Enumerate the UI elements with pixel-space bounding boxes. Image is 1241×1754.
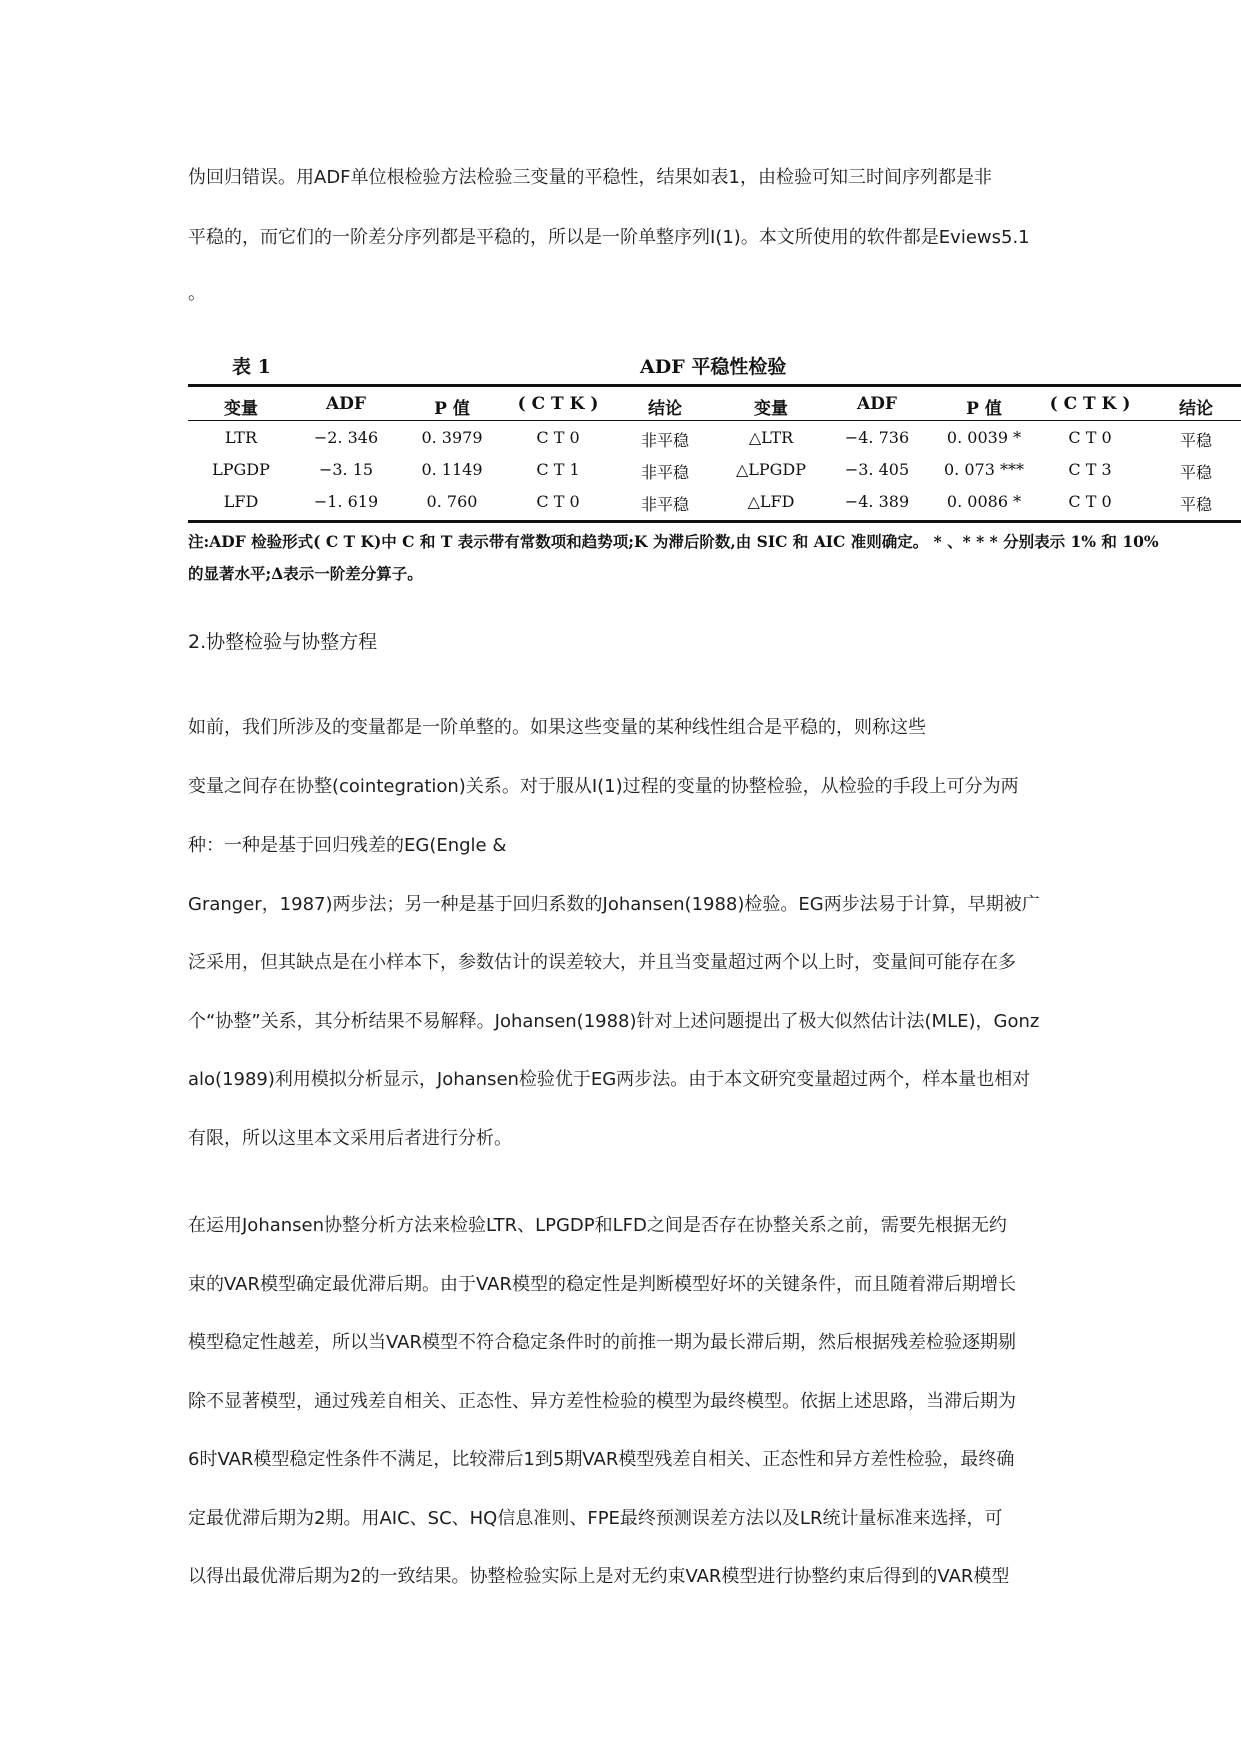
header-cell: 变量 [224, 399, 258, 419]
table-cell: LFD [223, 492, 259, 511]
text-line: Granger，1987)两步法；另一种是基于回归系数的Johansen(1988)检验。EG两步法易于计算，早期被广 [188, 894, 1040, 915]
table-cell: −1. 619 [313, 492, 379, 511]
table-cell: △LPGDP [735, 460, 807, 479]
header-cell: 结论 [648, 399, 682, 419]
header-cell: 结论 [1179, 399, 1213, 419]
table-note-line: 的显著水平;Δ表示一阶差分算子。 [188, 564, 423, 583]
text-line: 伪回归错误。用ADF单位根检验方法检验三变量的平稳性，结果如表1，由检验可知三时间序列都是非 [188, 167, 992, 188]
table-top-rule [188, 384, 1241, 387]
table-cell: 平稳 [1179, 431, 1212, 450]
text-line: alo(1989)利用模拟分析显示，Johansen检验优于EG两步法。由于本文研究变量超过两个，样本量也相对 [188, 1069, 1031, 1090]
table-cell: LTR [224, 428, 258, 447]
text-line: 在运用Johansen协整分析方法来检验LTR、LPGDP和LFD之间是否存在协整关系之前，需要先根据无约 [188, 1215, 1007, 1236]
table-label: 表 1 [232, 356, 271, 378]
table-cell: LPGDP [212, 460, 270, 479]
table-title: ADF 平稳性检验 [640, 356, 787, 378]
table-cell: C T 0 [536, 428, 580, 447]
table-cell: C T 1 [536, 460, 580, 479]
table-cell: −4. 389 [844, 492, 910, 511]
table-cell: C T 0 [536, 492, 580, 511]
table-cell: 非平稳 [640, 431, 689, 450]
table-cell: 0. 1149 [421, 460, 483, 479]
text-line: 除不显著模型，通过残差自相关、正态性、异方差性检验的模型为最终模型。依据上述思路，当滞后期为 [188, 1391, 1016, 1412]
text-line: 模型稳定性越差，所以当VAR模型不符合稳定条件时的前推一期为最长滞后期，然后根据残差检验逐期剔 [188, 1332, 1016, 1353]
table-cell: C T 0 [1068, 428, 1112, 447]
table-cell: 0. 0039 * [946, 428, 1022, 447]
table-cell: 0. 073 *** [944, 460, 1024, 479]
table-cell: 0. 760 [426, 492, 478, 511]
table-cell: C T 3 [1068, 460, 1112, 479]
table-cell: △LTR [748, 428, 794, 447]
text-line: 平稳的，而它们的一阶差分序列都是平稳的，所以是一阶单整序列I(1)。本文所使用的软件都是Eviews5.1 [188, 227, 1030, 248]
table-cell: 0. 3979 [421, 428, 483, 447]
table-cell: −2. 346 [313, 428, 379, 447]
text-line: 以得出最优滞后期为2的一致结果。协整检验实际上是对无约束VAR模型进行协整约束后得到的VAR模型 [188, 1566, 1010, 1587]
table-note-line: 注:ADF 检验形式( C T K)中 C 和 T 表示带有常数项和趋势项;K 为滞后阶数,由 SIC 和 AIC 准则确定。 * 、* * * 分别表示 1% 和 10% [188, 532, 1159, 551]
table-cell: −3. 15 [318, 460, 374, 479]
text-line: 种：一种是基于回归残差的EG(Engle & [188, 835, 507, 856]
table-cell: −4. 736 [844, 428, 910, 447]
header-cell: P 值 [434, 399, 470, 419]
table-cell: 平稳 [1179, 495, 1212, 514]
table-cell: △LFD [747, 492, 795, 511]
text-line: 泛采用，但其缺点是在小样本下，参数估计的误差较大，并且当变量超过两个以上时，变量间可能存在多 [188, 952, 1016, 973]
table-cell: C T 0 [1068, 492, 1112, 511]
text-line: 6时VAR模型稳定性条件不满足，比较滞后1到5期VAR模型残差自相关、正态性和异方差性检验，最终确 [188, 1449, 1015, 1470]
header-cell: 变量 [754, 399, 788, 419]
header-cell: P 值 [966, 399, 1002, 419]
text-line: 如前，我们所涉及的变量都是一阶单整的。如果这些变量的某种线性组合是平稳的，则称这些 [188, 717, 926, 738]
table-header-rule [188, 420, 1241, 421]
table-cell: 非平稳 [640, 463, 689, 482]
header-cell: ADF [325, 394, 366, 414]
text-line: 定最优滞后期为2期。用AIC、SC、HQ信息准则、FPE最终预测误差方法以及LR统计量标准来选择，可 [188, 1508, 1003, 1529]
text-line: 个“协整”关系，其分析结果不易解释。Johansen(1988)针对上述问题提出了极大似然估计法(MLE)，Gonz [188, 1011, 1040, 1032]
table-bottom-rule [188, 520, 1241, 523]
text-line: 束的VAR模型确定最优滞后期。由于VAR模型的稳定性是判断模型好坏的关键条件，而且随着滞后期增长 [188, 1274, 1016, 1295]
header-cell: ( C T K ) [1049, 394, 1131, 414]
text-line: 变量之间存在协整(cointegration)关系。对于服从I(1)过程的变量的协整检验，从检验的手段上可分为两 [188, 776, 1019, 797]
table-cell: 非平稳 [640, 495, 689, 514]
table-cell: −3. 405 [844, 460, 910, 479]
section-heading: 2.协整检验与协整方程 [188, 631, 378, 653]
table-cell: 平稳 [1179, 463, 1212, 482]
text-line: 。 [188, 283, 206, 304]
text-line: 有限，所以这里本文采用后者进行分析。 [188, 1128, 512, 1149]
header-cell: ( C T K ) [517, 394, 599, 414]
header-cell: ADF [856, 394, 897, 414]
table-cell: 0. 0086 * [946, 492, 1022, 511]
